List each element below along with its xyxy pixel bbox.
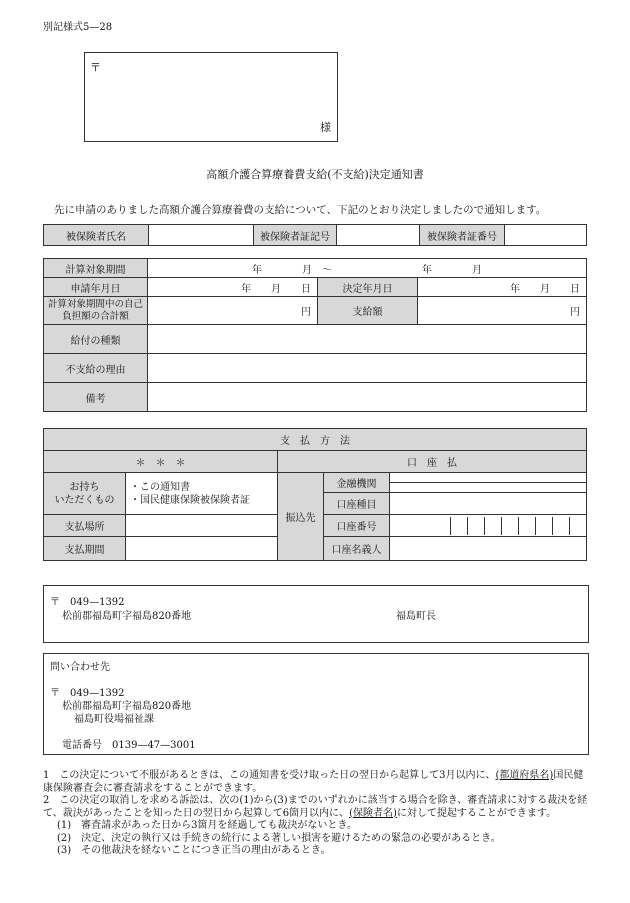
apply-date-label: 申請年月日 bbox=[44, 278, 148, 297]
document-title: 高額介護合算療養費支給(不支給)決定通知書 bbox=[206, 168, 424, 181]
note-item: (1) 審査請求があった日から3箇月を経過しても裁決がないとき。 bbox=[57, 820, 358, 831]
transfer-label: 振込先 bbox=[278, 473, 324, 561]
copay-label: 計算対象期間中の自己負担額の合計額 bbox=[44, 297, 148, 325]
note-item: (2) 決定、決定の執行又は手続きの続行による著しい損害を避けるための緊急の必要があるとき。 bbox=[57, 832, 501, 844]
amount-yen[interactable]: 円 bbox=[418, 297, 587, 325]
contact-address: 松前郡福島町字福島820番地 bbox=[62, 701, 192, 712]
apply-date-value[interactable]: 年 月 日 bbox=[148, 278, 318, 297]
place-label: 支払場所 bbox=[44, 515, 126, 537]
bring-item: ・国民健康保険被保険者証 bbox=[130, 494, 250, 506]
reason-label: 不支給の理由 bbox=[44, 354, 148, 383]
remarks-field[interactable] bbox=[148, 383, 587, 412]
prefecture-name-placeholder: (都道府県名) bbox=[495, 770, 554, 781]
account-holder-field[interactable] bbox=[390, 537, 587, 561]
decision-table bbox=[43, 258, 587, 412]
pay-period-field[interactable] bbox=[126, 537, 278, 561]
bring-label: お持ち いただくもの bbox=[44, 473, 126, 515]
insured-table bbox=[43, 224, 587, 246]
insured-name-label: 被保険者氏名 bbox=[44, 225, 149, 246]
honorific: 様 bbox=[320, 121, 331, 134]
sender-postal: 〒 049—1392 bbox=[50, 597, 125, 608]
benefit-type-field[interactable] bbox=[148, 325, 587, 354]
decision-date-value[interactable]: 年 月 日 bbox=[418, 278, 587, 297]
card-number-field[interactable] bbox=[505, 225, 587, 246]
note-2: 2 この決定の取消しを求める訴訟は、次の(1)から(3)までのいずれかに該当する場合を除き、審査請求に対する裁決を経て、裁決があったことを知った日の翌日から起算して6箇月以内に、(保険者名)に対して提起することができます。 bbox=[43, 795, 588, 819]
account-number-label: 口座番号 bbox=[324, 515, 390, 537]
account-number-boxes[interactable] bbox=[390, 515, 587, 537]
bank-label: 金融機関 bbox=[324, 473, 390, 493]
sender-address: 松前郡福島町字福島820番地 bbox=[62, 611, 192, 622]
period-value[interactable]: 年 月 ～ 年 月 bbox=[148, 259, 587, 278]
pay-period-label: 支払期間 bbox=[44, 537, 126, 561]
place-field[interactable] bbox=[126, 515, 278, 537]
payment-right-header: 口 座 払 bbox=[278, 451, 587, 473]
amount-label: 支給額 bbox=[318, 297, 418, 325]
note-item: (3) その他裁決を経ないことにつき正当の理由があるとき。 bbox=[57, 845, 331, 856]
insurer-name-placeholder: (保険者名) bbox=[349, 807, 397, 819]
card-symbol-label: 被保険者証記号 bbox=[254, 225, 337, 246]
contact-box bbox=[43, 653, 589, 755]
card-number-label: 被保険者証番号 bbox=[420, 225, 505, 246]
contact-office: 福島町役場福祉課 bbox=[74, 714, 154, 725]
decision-date-label: 決定年月日 bbox=[318, 278, 418, 297]
period-label: 計算対象期間 bbox=[44, 259, 148, 278]
postal-mark: 〒 bbox=[90, 61, 101, 74]
contact-phone: 電話番号 0139—47—3001 bbox=[62, 740, 196, 751]
contact-postal: 〒 049—1392 bbox=[50, 688, 125, 699]
sender-box bbox=[43, 585, 589, 643]
account-type-label: 口座種目 bbox=[324, 493, 390, 515]
note-1: 1 この決定について不服があるときは、この通知書を受け取った日の翌日から起算して3月以内に、(都道府県名)国民健康保険審査会に審査請求をすることができます。 bbox=[43, 770, 584, 794]
intro-text: 先に申請のありました高額介護合算療養費の支給について、下記のとおり決定しましたので通知します。 bbox=[54, 204, 547, 216]
bank-field[interactable] bbox=[390, 473, 587, 493]
addressee-box bbox=[84, 52, 338, 142]
account-type-field[interactable] bbox=[390, 493, 587, 515]
copay-yen[interactable]: 円 bbox=[148, 297, 318, 325]
card-symbol-field[interactable] bbox=[337, 225, 420, 246]
benefit-type-label: 給付の種類 bbox=[44, 325, 148, 354]
insured-name-field[interactable] bbox=[149, 225, 254, 246]
account-holder-label: 口座名義人 bbox=[324, 537, 390, 561]
payment-left-header: ＊ ＊ ＊ bbox=[44, 451, 278, 473]
payment-header: 支 払 方 法 bbox=[44, 429, 587, 451]
payment-table bbox=[43, 428, 587, 561]
bring-item: ・この通知書 bbox=[130, 481, 190, 493]
contact-heading: 問い合わせ先 bbox=[50, 662, 110, 673]
remarks-label: 備考 bbox=[44, 383, 148, 412]
notes bbox=[43, 770, 588, 858]
bring-items bbox=[126, 473, 278, 515]
sender-name: 福島町長 bbox=[396, 611, 436, 622]
form-id: 別記様式5—28 bbox=[43, 22, 113, 33]
reason-field[interactable] bbox=[148, 354, 587, 383]
